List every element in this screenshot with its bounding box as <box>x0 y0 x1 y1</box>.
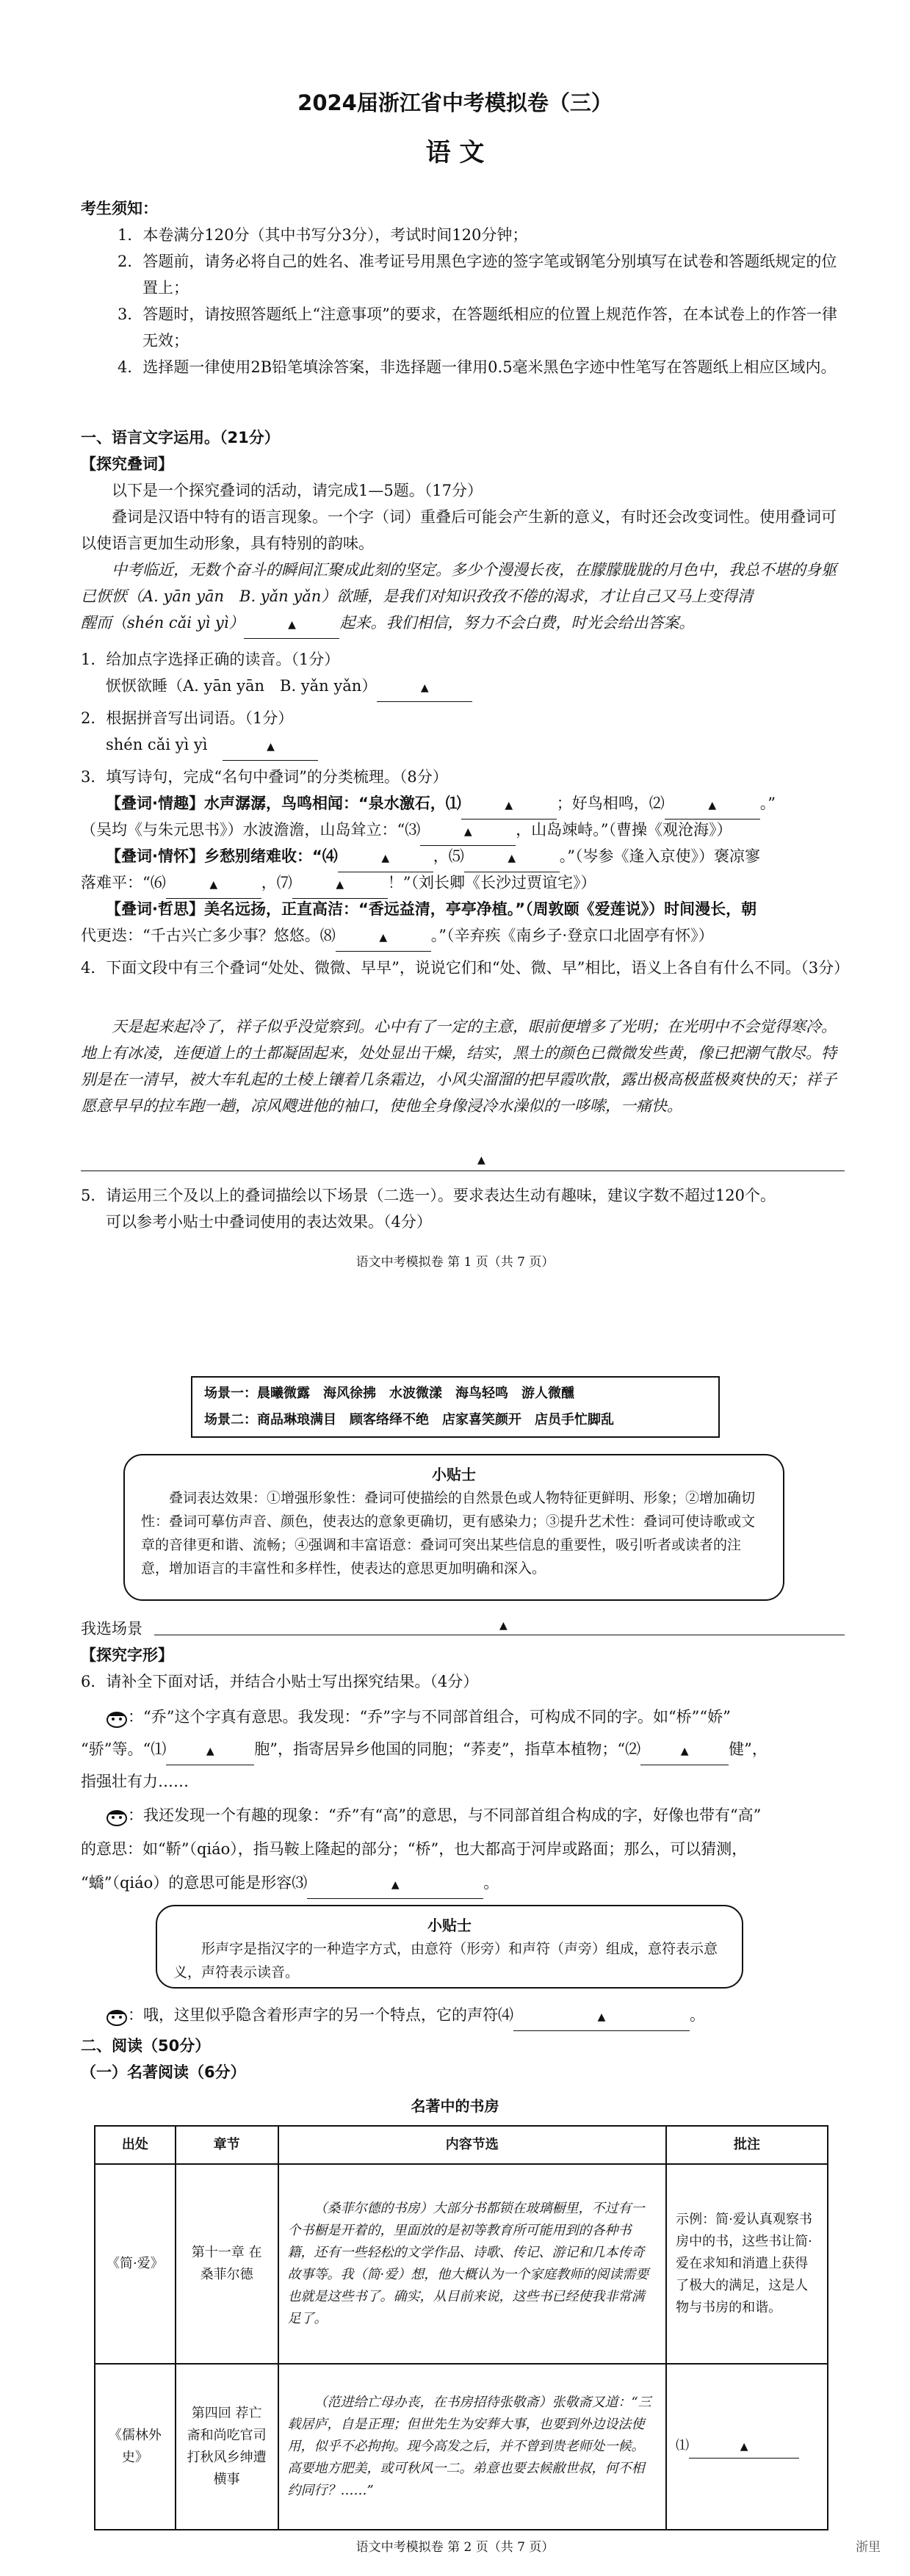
header-note: 批注 <box>666 2126 828 2164</box>
poem-prompt: 【叠词·情趣】水声潺潺，鸟鸣相闻：“泉水激石，⑴ <box>106 795 461 812</box>
marker-triangle: ▲ <box>288 619 296 631</box>
subject-title: 语 文 <box>425 138 485 167</box>
dialogue-text: 。 <box>690 2006 705 2024</box>
table-row <box>95 2364 828 2530</box>
marker-triangle: ▲ <box>740 2441 748 2453</box>
question-1-answer <box>81 673 844 702</box>
poem-prompt: ！”（刘长卿《长沙过贾谊宅》） <box>387 874 596 891</box>
header-source: 出处 <box>95 2126 176 2164</box>
notice-item: 4．选择题一律使用2B铅笔填涂答案，非选择题一律用0.5毫米黑色字迹中性笔写在答题纸上相应区域内。 <box>118 358 837 376</box>
tip-text: 形声字是指汉字的一种造字方式，由意符（形旁）和声符（声旁）组成，意符表示意义，声符表示读音。 <box>173 1941 718 1980</box>
poem-prompt: ；好鸟相鸣，⑵ <box>556 795 665 812</box>
question-3-line <box>81 817 844 846</box>
cell-book: 《儒林外史》 <box>95 2364 176 2530</box>
marker-triangle: ▲ <box>206 1745 214 1757</box>
question-2: 2．根据拼音写出词语。（1分） <box>81 709 294 727</box>
question-3-line <box>81 843 844 872</box>
question-3-line <box>81 922 844 952</box>
watermark: 浙里 <box>856 2540 881 2555</box>
dialogue-text: 胞”，指寄居异乡他国的同胞；“荞麦”，指草本植物；“⑵ <box>254 1740 641 1758</box>
intro-text: 以下是一个探究叠词的活动，请完成1—5题。（17分） <box>112 482 483 499</box>
answer-blank[interactable] <box>244 609 339 639</box>
dialogue-text: ：“乔”这个字真有意思。我发现：“乔”字与不同部首组合，可构成不同的字。如“桥”“娇” <box>128 1708 731 1726</box>
marker-triangle: ▲ <box>420 682 429 694</box>
student-avatar-icon <box>106 1808 128 1826</box>
dialogue-text: ：哦，这里似乎隐含着形声字的另一个特点，它的声符⑷ <box>128 2006 513 2024</box>
question-1: 1．给加点字选择正确的读音。（1分） <box>81 651 340 668</box>
definition-text: 叠词是汉语中特有的语言现象。一个字（词）重叠后可能会产生新的意义，有时还会改变词性。使用叠词可以使语言更加生动形象，具有特别的韵味。 <box>81 508 837 552</box>
dialogue-line <box>81 1870 844 1899</box>
poem-prompt: 。”（岑参《逢入京使》）褒凉寥 <box>559 847 761 865</box>
student-avatar-icon <box>106 1710 128 1727</box>
tip-title: 小贴士 <box>427 1917 472 1934</box>
question-5: 5．请运用三个及以上的叠词描绘以下场景（二选一）。要求表达生动有趣味，建议字数不超过120个。 <box>81 1187 776 1204</box>
marker-triangle: ▲ <box>336 879 344 891</box>
passage-text: 中考临近，无数个奋斗的瞬间汇聚成此刻的坚定。多少个漫漫长夜，在朦朦胧胧的月色中，我总不堪的身躯已恹恹（A. yān yān B. yǎn yǎn）欲睡，是我们对知识孜孜不倦的渴求，才让自己又马上变得清 <box>81 561 837 605</box>
poem-prompt: 。”（辛弃疾《南乡子·登京口北固亭有怀》） <box>430 927 714 944</box>
dialogue-line: 指强壮有力…… <box>81 1773 189 1790</box>
section-1-heading: 一、语言文字运用。（21分） <box>81 429 280 446</box>
dialogue-text: “骄”等。“⑴ <box>81 1740 167 1758</box>
marker-triangle: ▲ <box>597 2011 606 2023</box>
table-title: 名著中的书房 <box>411 2097 499 2115</box>
dialogue-text: “蟜”（qiáo）的意思可能是形容⑶ <box>81 1874 308 1892</box>
marker-triangle: ▲ <box>391 1879 400 1891</box>
dialogue-line <box>81 1736 844 1765</box>
answer-blank[interactable] <box>689 2435 799 2459</box>
question-3-line: 【叠词·哲思】美名远扬，正直高洁：“香远益清，亭亭净植。”（周敦颐《爱莲说》）时间漫长，朝 <box>106 900 757 918</box>
scene-choice <box>81 1616 844 1642</box>
dialogue-text: 。 <box>483 1874 499 1892</box>
poem-prompt: ，⑸ <box>433 847 464 865</box>
student-avatar-icon <box>106 2008 128 2025</box>
section-2-heading: 二、阅读（50分） <box>81 2037 211 2055</box>
tip-box-rhetoric <box>123 1454 784 1601</box>
marker-triangle: ▲ <box>508 853 516 864</box>
tip-text: 叠词表达效果：①增强形象性：叠词可使描绘的自然景色或人物特征更鲜明、形象；②增加确切性：叠词可摹仿声音、颜色，使表达的意象更确切，更有感染力；③提升艺术性：叠词可使诗歌或文章的音律更和谐、流畅；④强调和丰富语意：叠词可突出某些信息的重要性，吸引听者或读者的注意，增加语言的丰富性和多样性，使表达的意思更加明确和深入。 <box>141 1490 756 1577</box>
tip-title: 小贴士 <box>432 1466 476 1483</box>
marker-triangle: ▲ <box>381 853 390 864</box>
marker-triangle: ▲ <box>708 800 717 811</box>
books-table <box>94 2125 828 2530</box>
notice-heading: 考生须知： <box>81 200 158 217</box>
cell-chapter: 第四回 荐亡斋和尚吃官司 打秋风乡绅遭横事 <box>176 2364 278 2530</box>
marker-triangle: ▲ <box>379 932 388 944</box>
marker-triangle: ▲ <box>499 1620 508 1632</box>
marker-triangle: ▲ <box>463 826 472 838</box>
answer-blank[interactable] <box>307 1870 483 1899</box>
table-header-row <box>95 2126 828 2164</box>
marker-triangle: ▲ <box>680 1745 689 1757</box>
table-row <box>95 2164 828 2364</box>
header-chapter: 章节 <box>176 2126 278 2164</box>
answer-blank[interactable] <box>338 843 433 872</box>
poem-prompt: ，山岛竦峙。”（曹操《观沧海》） <box>516 821 732 839</box>
answer-blank[interactable] <box>223 731 318 761</box>
exam-title: 2024届浙江省中考模拟卷（三） <box>297 90 613 115</box>
dialogue-text: ：我还发现一个有趣的现象：“乔”有“高”的意思，与不同部首组合构成的字，好像也带有“高” <box>128 1806 762 1824</box>
marker-triangle: ▲ <box>477 1154 485 1166</box>
poem-prompt: 【叠词·情怀】乡愁别绪难收：“⑷ <box>106 847 338 865</box>
dialogue-text: 健”， <box>729 1740 768 1758</box>
answer-blank[interactable] <box>461 790 557 820</box>
poem-prompt: 代更迭：“千古兴亡多少事？悠悠。⑻ <box>81 927 336 944</box>
answer-blank[interactable] <box>420 817 516 846</box>
question-3-line <box>81 869 844 899</box>
answer-blank[interactable] <box>513 2002 690 2031</box>
dialogue-line: 的意思：如“鞒”（qiáo），指马鞍上隆起的部分；“桥”，也大都高于河岸或路面；那么，可以猜测， <box>81 1840 748 1858</box>
cell-chapter: 第十一章 在桑菲尔德 <box>176 2164 278 2364</box>
cell-book: 《简·爱》 <box>95 2164 176 2364</box>
scene-2: 场景二：商品琳琅满目 顾客络绎不绝 店家喜笑颜开 店员手忙脚乱 <box>204 1412 614 1428</box>
answer-blank[interactable] <box>336 922 431 952</box>
question-5-note: 可以参考小贴士中叠词使用的表达效果。（4分） <box>106 1213 432 1231</box>
cell-note: 示例：简·爱认真观察书房中的书，这些书让简·爱在求知和消遣上获得了极大的满足，这是人物与书房的和谐。 <box>666 2164 828 2364</box>
cell-excerpt: （范进给亡母办丧，在书房招待张敬斋）张敬斋又道：“三载居庐，自是正理；但世先生为安葬大事，也要到外边设法使用，似乎不必拘拘。现今高发之后，并不曾到贵老师处一候。高要地方肥美，或可秋风一二。弟意也要去候敝世叔，何不相约同行？……” <box>278 2364 667 2530</box>
scene-box <box>191 1376 720 1438</box>
marker-triangle: ▲ <box>209 879 218 891</box>
answer-blank[interactable] <box>640 1736 729 1765</box>
answer-blank[interactable] <box>166 1736 254 1765</box>
answer-blank[interactable] <box>166 869 261 899</box>
scene-1: 场景一：晨曦微露 海风徐拂 水波微漾 海鸟轻鸣 游人微醺 <box>204 1386 574 1401</box>
cell-excerpt: （桑菲尔德的书房）大部分书都锁在玻璃橱里，不过有一个书橱是开着的，里面放的是初等教育所可能用到的各种书籍，还有一些轻松的文学作品、诗歌、传记、游记和几本传奇故事等。我（简·爱）想，他大概认为一个家庭教师的阅读需要也就是这些书了。确实，从目前来说，这些书已经使我非常满足了。 <box>278 2164 667 2364</box>
question-6: 6．请补全下面对话，并结合小贴士写出探究结果。（4分） <box>81 1673 479 1690</box>
poem-prompt: 落难平：“⑹ <box>81 874 166 891</box>
note-number: ⑴ <box>676 2438 690 2453</box>
marker-triangle: ▲ <box>267 741 275 753</box>
page-2 <box>0 1288 910 2576</box>
question-4: 4．下面文段中有三个叠词“处处、微微、早早”，说说它们和“处、微、早”相比，语义上各自有什么不同。（3分） <box>81 959 850 977</box>
question-2-answer <box>81 731 844 761</box>
question-1-options: 恹恹欲睡（A. yān yān B. yǎn yǎn） <box>106 677 378 695</box>
poem-prompt: ，⑺ <box>261 874 292 891</box>
notice-item: 3．答题时，请按照答题纸上“注意事项”的要求，在答题纸相应的位置上规范作答，在本试卷上的作答一律无效； <box>118 305 837 350</box>
tip-box-phonetic <box>156 1905 743 1989</box>
scene-choice-label: 我选场景 <box>81 1620 142 1638</box>
header-excerpt: 内容节选 <box>278 2126 667 2164</box>
dialogue-line <box>81 1802 844 1828</box>
dialogue-line <box>81 2002 844 2031</box>
explore-tag: 【探究字形】 <box>81 1646 173 1664</box>
question-3-line <box>81 790 844 820</box>
explore-tag: 【探究叠词】 <box>81 455 173 473</box>
answer-blank[interactable] <box>464 843 560 872</box>
notice-item: 2．答题前，请务必将自己的姓名、准考证号用黑色字迹的签字笔或钢笔分别填写在试卷和答题纸规定的位置上； <box>118 253 837 297</box>
poem-prompt: 。” <box>759 795 776 812</box>
answer-blank[interactable] <box>665 790 760 820</box>
passage-continue: 起来。我们相信，努力不会白费，时光会给出答案。 <box>339 614 695 632</box>
question-4-passage: 天是起来起冷了，祥子似乎没觉察到。心中有了一定的主意，眼前便增多了光明；在光明中不会觉得寒冷。地上有冰凌，连便道上的土都凝固起来，处处显出干燥，结实，黑土的颜色已微微发些黄，像已把潮气散尽。特别是在一清早，被大车轧起的土棱上镶着几条霜边，小风尖溜溜的把早霞吹散，露出极高极蓝极爽快的天；祥子愿意早早的拉车跑一趟，凉风飕进他的袖口，使他全身像浸冷水澡似的一哆嗦，一痛快。 <box>81 1018 837 1115</box>
question-2-pinyin: shén cǎi yì yì <box>106 736 208 753</box>
answer-blank[interactable] <box>377 673 472 702</box>
cell-note <box>666 2364 828 2530</box>
subsection-heading: （一）名著阅读（6分） <box>81 2063 246 2081</box>
answer-blank[interactable] <box>292 869 388 899</box>
notice-item: 1．本卷满分120分（其中书写分3分），考试时间120分钟； <box>118 226 528 244</box>
page-footer: 语文中考模拟卷 第 1 页（共 7 页） <box>355 1255 555 1270</box>
pinyin-prompt: 醒而（shén cǎi yì yì） <box>81 614 245 632</box>
question-3: 3．填写诗句，完成“名句中叠词”的分类梳理。（8分） <box>81 768 448 786</box>
dialogue-line <box>81 1704 844 1730</box>
poem-prompt: （吴均《与朱元思书》）水波澹澹，山岛耸立：“⑶ <box>81 821 421 839</box>
marker-triangle: ▲ <box>505 800 513 811</box>
passage-text-end <box>81 609 844 639</box>
page-footer: 语文中考模拟卷 第 2 页（共 7 页） <box>355 2540 555 2555</box>
